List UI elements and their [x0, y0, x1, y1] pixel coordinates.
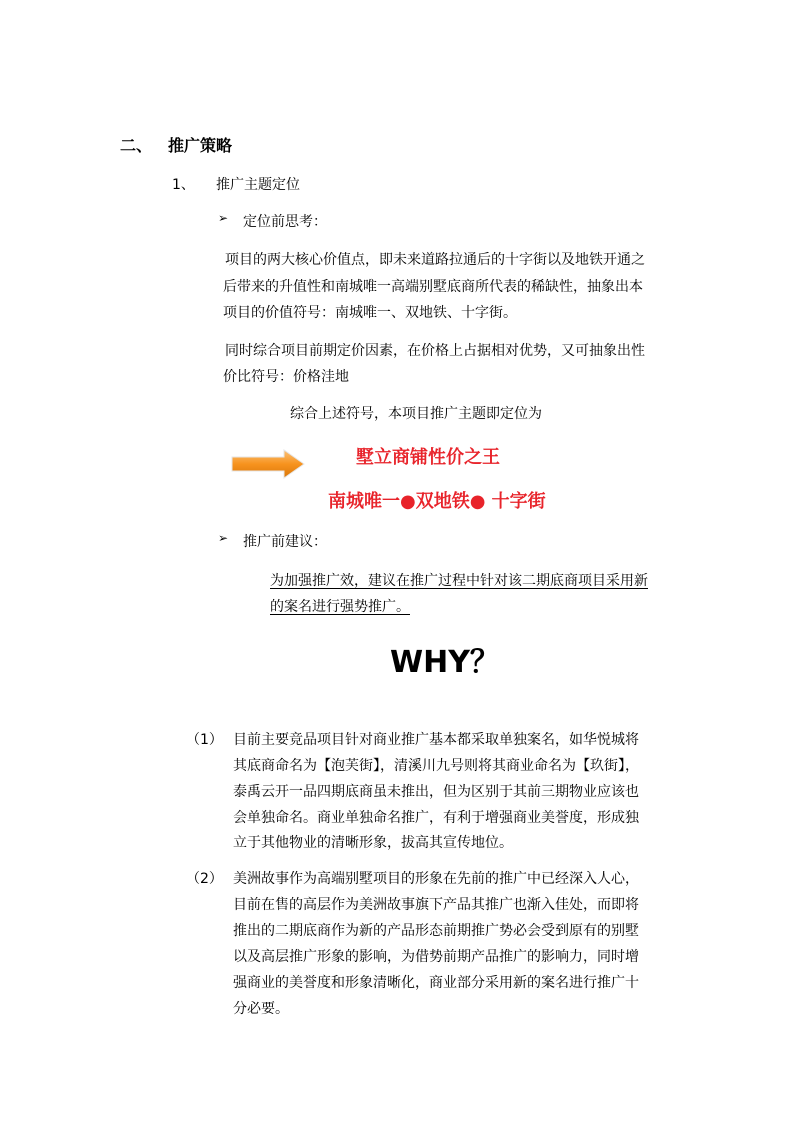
- item-line: 其底商命名为【泡芙街】，清溪川九号则将其商业命名为【玖街】，: [233, 758, 639, 774]
- item-line: 泰禹云开一品四期底商虽未推出，但为区别于其前三期物业应该也: [233, 784, 639, 800]
- paragraph-line: 项目的价值符号：南城唯一、双地铁、十字街。: [223, 305, 517, 321]
- item-line: 目前主要竞品项目针对商业推广基本都采取单独案名，如华悦城将: [233, 732, 639, 748]
- section-number: 二、: [120, 136, 153, 155]
- bullet-marker: ➢: [218, 211, 229, 225]
- subsection-number: 1、: [172, 177, 195, 193]
- item-line: 以及高层推广形象的影响，为借势前期产品推广的影响力，同时增: [233, 949, 639, 965]
- bullet-title-positioning: 定位前思考：: [243, 214, 327, 230]
- item-line: 目前在售的高层作为美洲故事旗下产品其推广也渐入佳处，而即将: [233, 897, 639, 913]
- suggestion-line: 为加强推广效，建议在推广过程中针对该二期底商项目采用新: [270, 573, 648, 589]
- item-line: 强商业的美誉度和形象清晰化，商业部分采用新的案名进行推广十: [233, 975, 639, 991]
- section-title: 推广策略: [168, 136, 233, 155]
- subsection-title: 推广主题定位: [216, 177, 300, 193]
- paragraph-line: 价比符号：价格洼地: [223, 369, 349, 385]
- item-line: 会单独命名。商业单独命名推广，有利于增强商业美誉度，形成独: [233, 810, 639, 826]
- bullet-marker: ➢: [218, 531, 229, 545]
- arrow-right-icon: [230, 448, 306, 480]
- item-line: 分必要。: [233, 1001, 289, 1017]
- theme-headline: 墅立商铺性价之王: [356, 447, 500, 468]
- item-marker: （1）: [186, 732, 223, 748]
- item-line: 推出的二期底商作为新的产品形态前期推广势必会受到原有的别墅: [233, 923, 639, 939]
- suggestion-line: 的案名进行强势推广。: [270, 599, 410, 615]
- paragraph-line: 项目的两大核心价值点，即未来道路拉通后的十字街以及地铁开通之: [225, 252, 645, 268]
- item-line: 立于其他物业的清晰形象，拔高其宣传地位。: [233, 835, 513, 851]
- paragraph-summary: 综合上述符号，本项目推广主题即定位为: [290, 406, 542, 422]
- theme-subline: 南城唯一●双地铁● 十字街: [328, 491, 546, 512]
- item-line: 美洲故事作为高端别墅项目的形象在先前的推广中已经深入人心，: [233, 871, 639, 887]
- why-heading: WHY？: [390, 645, 500, 680]
- paragraph-line: 后带来的升值性和南城唯一高端别墅底商所代表的稀缺性，抽象出本: [223, 279, 643, 295]
- bullet-title-suggestion: 推广前建议：: [243, 534, 327, 550]
- item-marker: （2）: [186, 871, 223, 887]
- paragraph-line: 同时综合项目前期定价因素，在价格上占据相对优势，又可抽象出性: [225, 343, 645, 359]
